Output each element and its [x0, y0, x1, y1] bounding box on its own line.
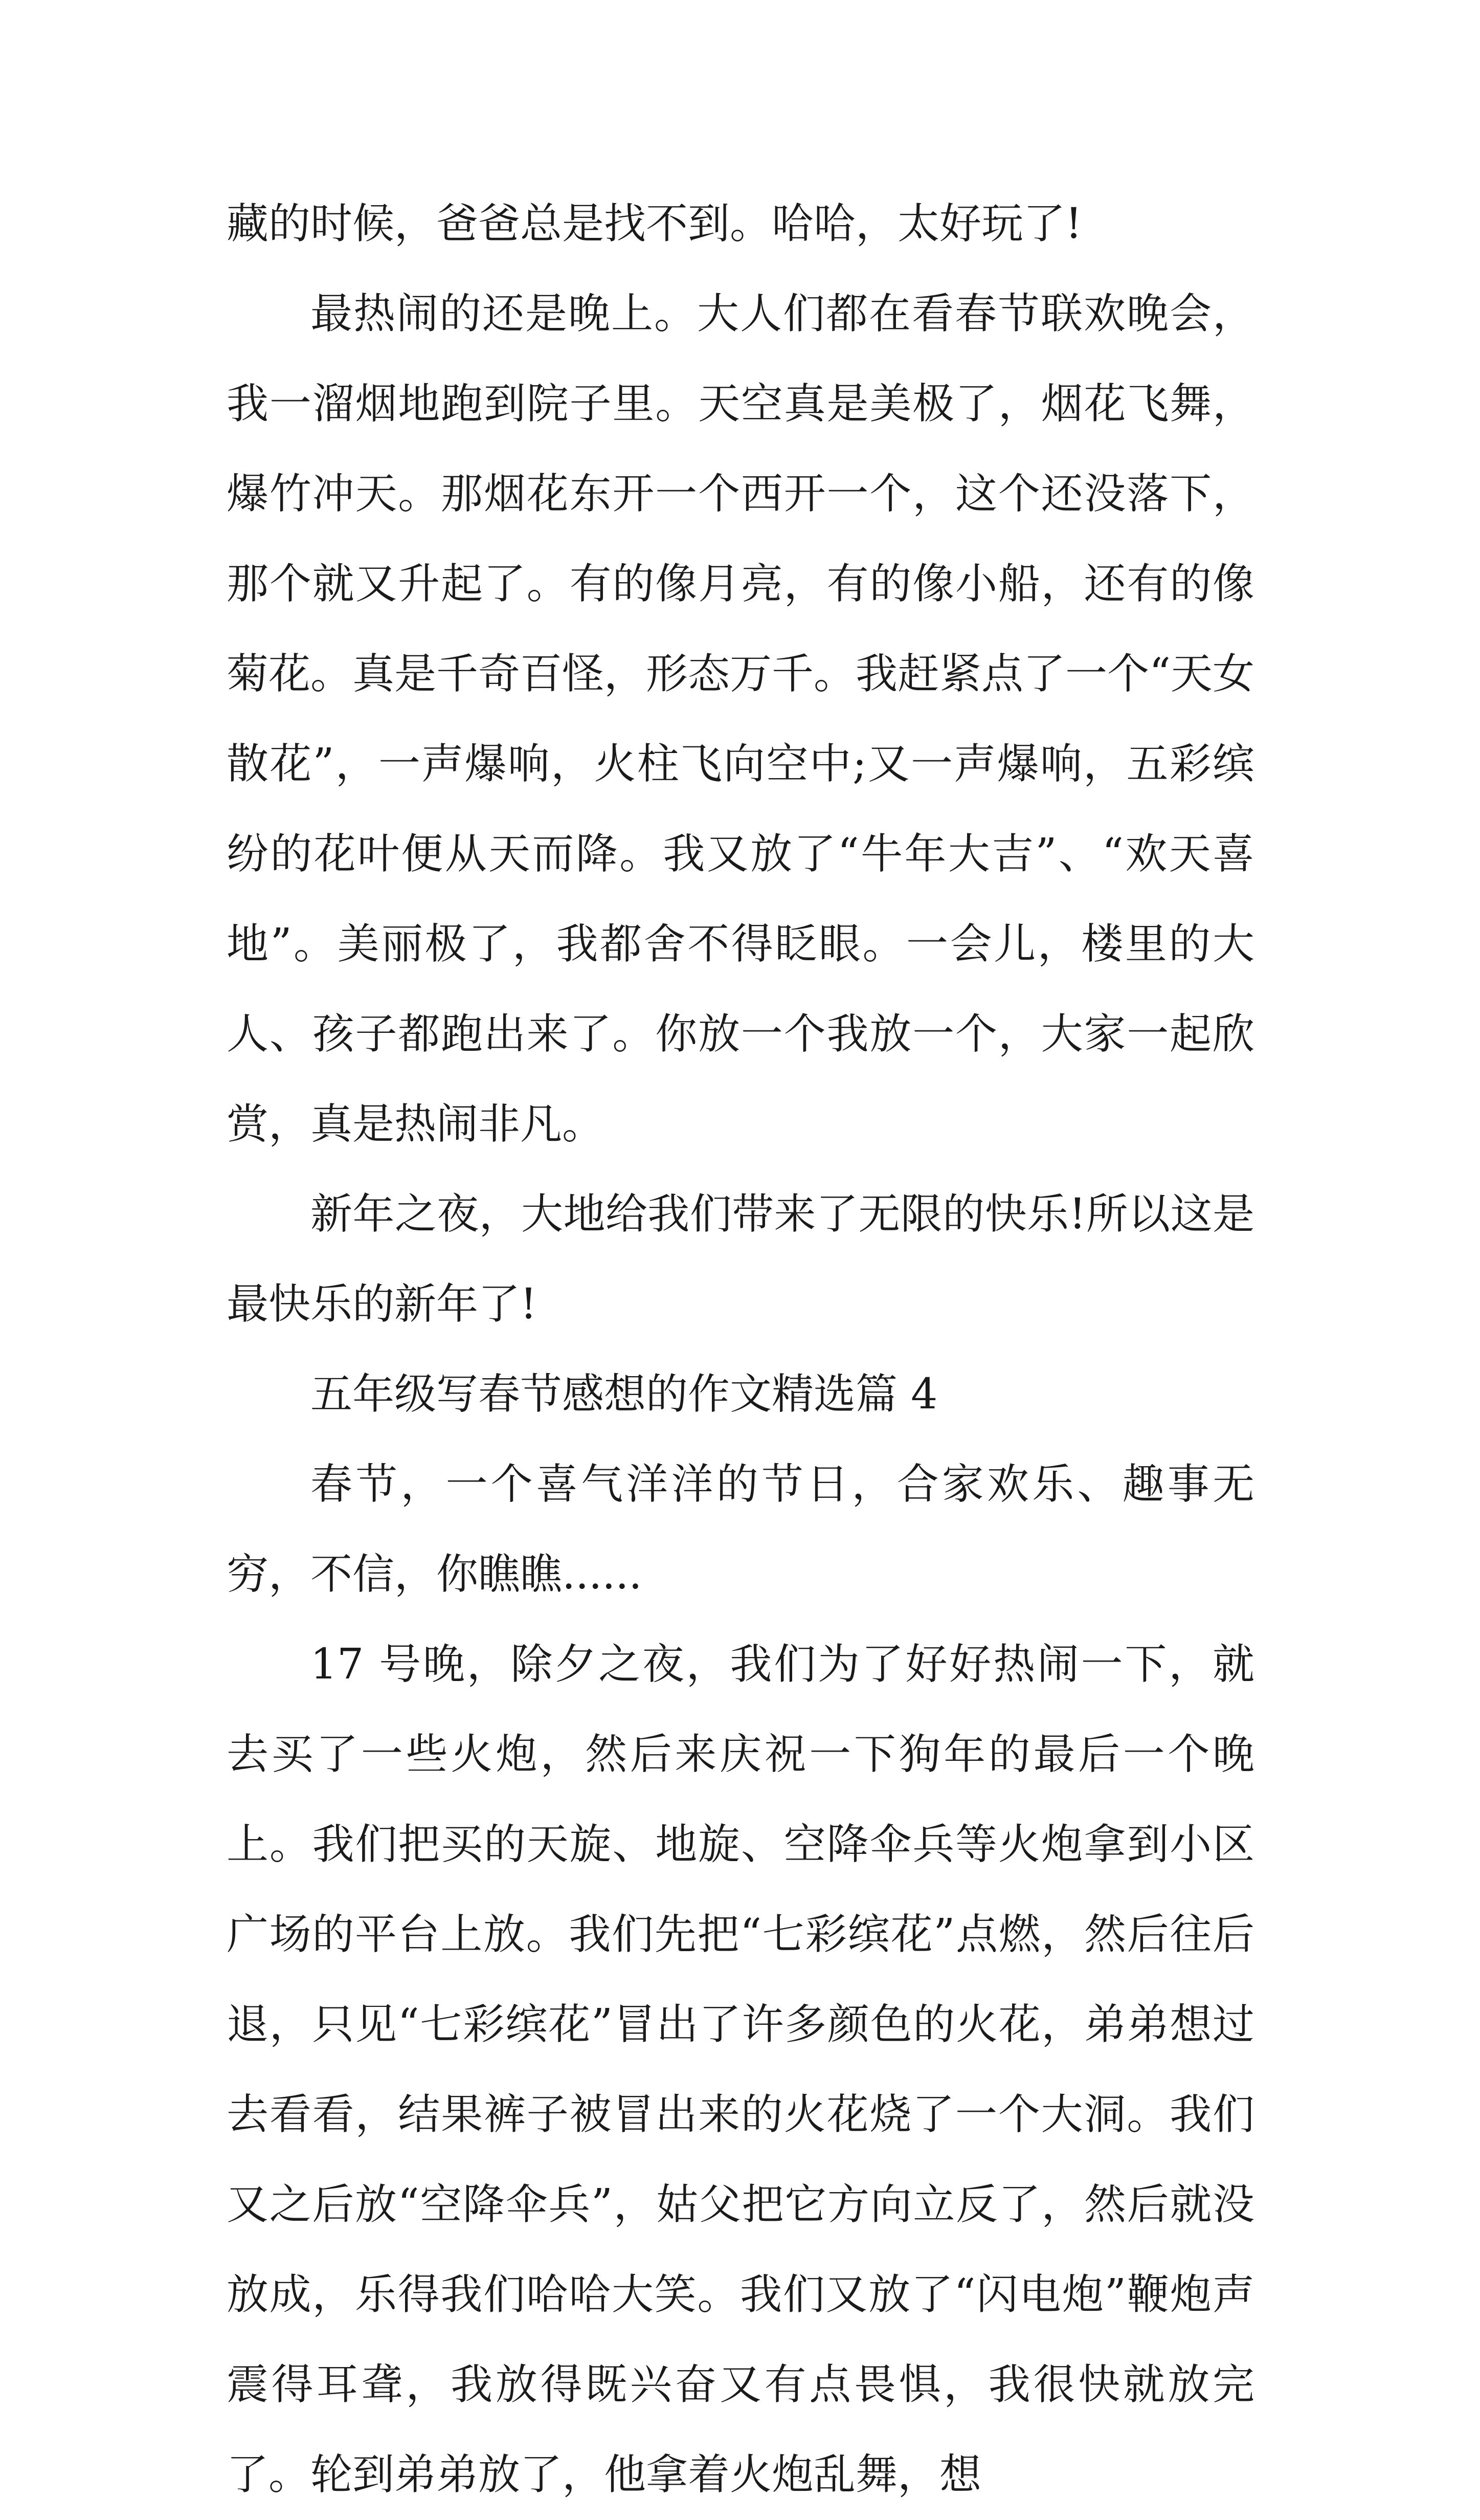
- paragraph-continued: 藏的时候，爸爸总是找不到。哈哈，太好玩了!: [227, 200, 1082, 248]
- paragraph: 17 号晚，除夕之夜，我们为了好好热闹一下，就去买了一些火炮，然后来庆祝一下狗年的最后一个晚上。我们把买的天旋、地旋、空降伞兵等火炮拿到小区广场的平台上放。我们先把“七彩缤花”点燃，然后往后退，只见“七彩缤花”冒出了许多颜色的火花，弟弟想过去看看，结果裤子被冒出来的火花烧了一个大洞。我们又之后放“空降伞兵”，姑父把它方向立反了，然后就没放成，乐得我们哈哈大笑。我们又放了“闪电炮”鞭炮声震得耳聋，我放得既兴奋又有点畏惧，我很快就放完了。轮到弟弟放了，他拿着火炮乱舞，想: [227, 1640, 1254, 2499]
- document-body: [227, 179, 1254, 2520]
- paragraph: 春节，一个喜气洋洋的节日，合家欢乐、趣事无穷，不信，你瞧瞧......: [227, 1460, 1254, 1599]
- paragraph: 最热闹的还是晚上。大人们都在看春节联欢晚会，我一溜烟地跑到院子里。天空真是美极了，烟花飞舞，爆竹冲天。那烟花东开一个西开一个，这个还没落下，那个就又升起了。有的像月亮，有的像小船，还有的像菊花。真是千奇百怪，形态万千。我赶紧点了一个“天女散花”，一声爆响，火柱飞向空中;又一声爆响，五彩缤纷的花叶便从天而降。我又放了“牛年大吉”、“欢天喜地”。美丽极了，我都舍不得眨眼。一会儿，楼里的大人、孩子都跑出来了。你放一个我放一个，大家一起欣赏，真是热闹非凡。: [227, 290, 1254, 1148]
- paragraph: 新年之夜，大地给我们带来了无限的快乐!所以这是最快乐的新年了!: [227, 1190, 1254, 1329]
- section-heading: 五年级写春节感想的作文精选篇 4: [310, 1370, 938, 1419]
